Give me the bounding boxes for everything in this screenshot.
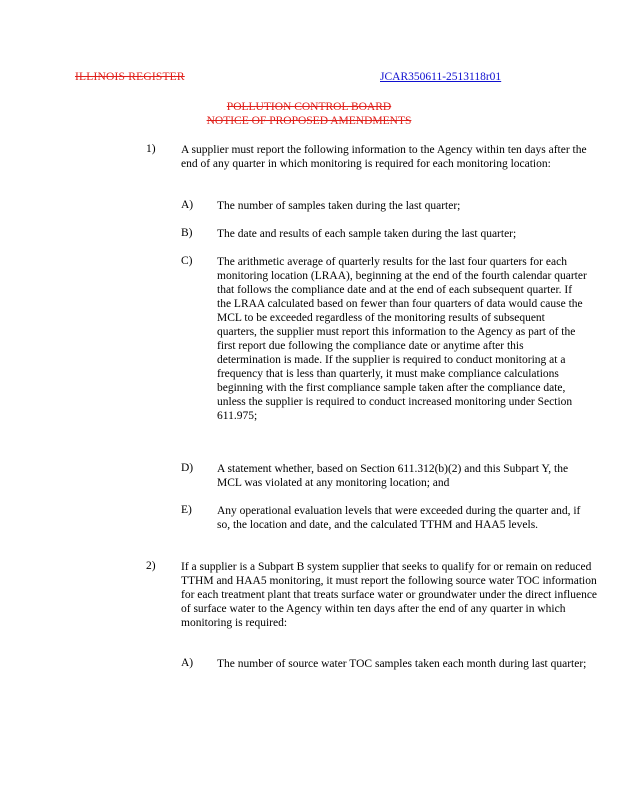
item-2-text: If a supplier is a Subpart B system supplier that seeks to qualify for or remain on reduced TTHM and HAA5 monitoring, it must report the following source water TOC information for each treatment plant that treats surface water or groundwater under the direct influence of surface water to the Agency within ten days after the end of any quarter in which monitoring is required: bbox=[181, 561, 598, 629]
item-1-sub-c-label: C) bbox=[181, 255, 193, 267]
register-header: ILLINOIS REGISTER bbox=[75, 71, 185, 83]
item-1-sub-c-text: The arithmetic average of quarterly results for the last four quarters for each monitoring location (LRAA), beginning at the end of the fourth calendar quarter that follows the compliance date and at the end of each subsequent quarter. If the LRAA calculated based on fewer than four quarters of data would cause the MCL to be exceeded regardless of the monitoring results of subsequent quarters, the supplier must report this information to the Agency as part of the first report due following the compliance date or anytime after this determination is made. If the supplier is required to conduct monitoring at a frequency that is less than quarterly, it must make compliance calculations beginning with the first compliance sample taken after the compliance date, unless the supplier is required to conduct increased monitoring under Section 611.975; bbox=[217, 256, 587, 422]
board-title: POLLUTION CONTROL BOARD bbox=[226, 101, 392, 113]
notice-title: NOTICE OF PROPOSED AMENDMENTS bbox=[206, 115, 412, 127]
item-1-number: 1) bbox=[146, 143, 156, 155]
item-1-sub-e-label: E) bbox=[181, 504, 192, 516]
item-1-sub-d-label: D) bbox=[181, 462, 194, 474]
item-1-sub-b-label: B) bbox=[181, 227, 193, 239]
item-1-text: A supplier must report the following information to the Agency within ten days after the end of any quarter in which monitoring is required for each monitoring location: bbox=[181, 144, 587, 170]
item-1-sub-a-text: The number of samples taken during the last quarter; bbox=[217, 200, 461, 212]
item-1-sub-a-label: A) bbox=[181, 199, 194, 211]
item-2-sub-a-label: A) bbox=[181, 657, 194, 669]
item-1-sub-d-text: A statement whether, based on Section 611.312(b)(2) and this Subpart Y, the MCL was violated at any monitoring location; and bbox=[217, 463, 569, 489]
item-2-sub-a-text: The number of source water TOC samples taken each month during last quarter; bbox=[217, 658, 587, 670]
item-2-number: 2) bbox=[146, 560, 156, 572]
item-1-sub-b-text: The date and results of each sample taken during the last quarter; bbox=[217, 228, 517, 240]
item-1-sub-e-text: Any operational evaluation levels that were exceeded during the quarter and, if so, the location and date, and the calculated TTHM and HAA5 levels. bbox=[217, 505, 581, 531]
jcar-reference: JCAR350611-2513118r01 bbox=[380, 71, 502, 83]
